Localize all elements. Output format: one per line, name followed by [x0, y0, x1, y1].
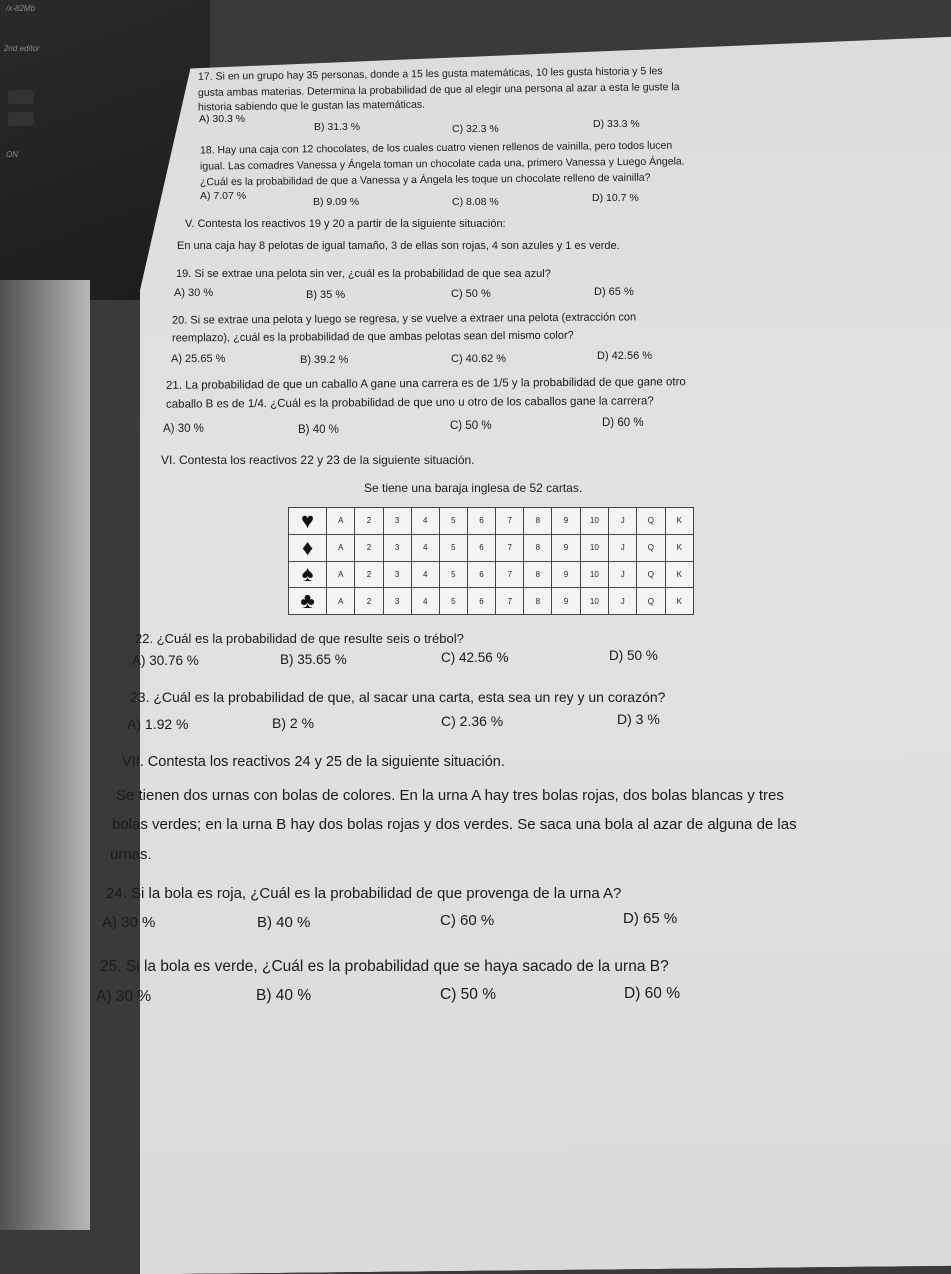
q23-line1: 23. ¿Cuál es la probabilidad de que, al sacar una carta, esta sea un rey y un corazón?	[130, 689, 666, 705]
deck-card-cell: 5	[439, 561, 467, 588]
q18-line3: ¿Cuál es la probabilidad de que a Vanessa y a Ángela les toque un chocolate relleno de vainilla?	[199, 171, 651, 189]
deck-card-cell: J	[609, 561, 637, 588]
deck-row-club	[289, 588, 694, 615]
deck-card-cell: 3	[383, 561, 411, 588]
deck-card-cell: A	[327, 508, 355, 535]
deck-card-cell: 5	[439, 534, 467, 561]
q25-option-b: B) 40 %	[256, 987, 312, 1004]
deck-card-cell: 8	[524, 534, 552, 561]
deck-card-cell: Q	[637, 561, 665, 588]
deck-card-cell: K	[665, 588, 693, 615]
q25-option-a: A) 30 %	[96, 988, 152, 1005]
calculator-key	[8, 112, 34, 126]
deck-card-cell: 9	[552, 588, 580, 615]
section6-heading: VI. Contesta los reactivos 22 y 23 de la siguiente situación.	[161, 453, 475, 467]
deck-card-cell: 7	[496, 561, 524, 588]
deck-card-cell: 6	[467, 534, 495, 561]
q17-line2: gusta ambas materias. Determina la probabilidad de que al elegir una persona al azar a esta le guste la	[197, 81, 680, 99]
deck-card-cell: 4	[411, 534, 439, 561]
deck-card-cell: 9	[552, 508, 580, 535]
deck-card-cell: 5	[439, 588, 467, 615]
deck-card-cell: J	[609, 588, 637, 615]
q18-option-c: C) 8.08 %	[452, 196, 499, 208]
calculator-model-label: /x-82Mb	[6, 4, 35, 13]
section5-heading: V. Contesta los reactivos 19 y 20 a partir de la siguiente situación:	[185, 218, 506, 230]
deck-card-cell: 4	[411, 588, 439, 615]
deck-card-cell: K	[665, 508, 693, 535]
q24-line1: 24. Si la bola es roja, ¿Cuál es la probabilidad de que provenga de la urna A?	[106, 885, 622, 902]
deck-row-diamond	[289, 534, 694, 561]
deck-card-cell: 4	[411, 508, 439, 535]
deck-row-heart	[289, 508, 694, 535]
deck-card-cell: K	[665, 561, 693, 588]
deck-card-cell: 7	[496, 534, 524, 561]
deck-card-cell: 10	[580, 508, 609, 535]
q22-option-c: C) 42.56 %	[441, 650, 509, 665]
q24-option-c: C) 60 %	[440, 912, 495, 929]
q20-option-b: B) 39.2 %	[300, 354, 349, 366]
deck-row-spade	[289, 561, 694, 588]
deck-card-cell: J	[609, 534, 637, 561]
q25-option-d: D) 60 %	[624, 985, 680, 1002]
q21-option-a: A) 30 %	[163, 423, 204, 435]
deck-card-cell: A	[327, 534, 355, 561]
section7-heading: VII. Contesta los reactivos 24 y 25 de la siguiente situación.	[122, 754, 505, 770]
q18-option-b: B) 9.09 %	[313, 196, 360, 208]
deck-card-cell: 8	[524, 508, 552, 535]
deck-card-cell: 5	[439, 508, 467, 535]
deck-card-cell: 10	[580, 588, 609, 615]
calculator-key	[8, 90, 34, 104]
deck-card-cell: K	[665, 534, 693, 561]
deck-card-cell: A	[327, 588, 355, 615]
deck-card-cell: 6	[467, 561, 495, 588]
q21-line2: caballo B es de 1/4. ¿Cuál es la probabilidad de que uno u otro de los caballos gane la carrera?	[165, 395, 654, 411]
q23-option-d: D) 3 %	[617, 711, 660, 727]
q21-option-d: D) 60 %	[602, 417, 644, 429]
deck-card-cell: 10	[580, 561, 609, 588]
section6-situation: Se tiene una baraja inglesa de 52 cartas.	[364, 481, 583, 495]
q22-option-b: B) 35.65 %	[280, 652, 347, 667]
deck-card-cell: Q	[637, 534, 665, 561]
q23-option-c: C) 2.36 %	[441, 713, 504, 729]
q20-option-c: C) 40.62 %	[451, 353, 507, 365]
club-icon: ♣	[300, 588, 315, 614]
q22-option-d: D) 50 %	[609, 648, 658, 663]
deck-card-cell: Q	[637, 508, 665, 535]
diamond-icon: ♦	[301, 534, 314, 560]
q25-line1: 25. Si la bola es verde, ¿Cuál es la probabilidad que se haya sacado de la urna B?	[100, 958, 669, 975]
deck-card-cell: 8	[524, 561, 552, 588]
q20-option-a: A) 25.65 %	[171, 353, 226, 365]
deck-card-cell: 3	[383, 534, 411, 561]
q19-option-c: C) 50 %	[451, 288, 491, 300]
deck-card-cell: 3	[383, 588, 411, 615]
heart-icon: ♥	[301, 507, 315, 533]
q18-option-d: D) 10.7 %	[592, 192, 639, 204]
q19-line1: 19. Si se extrae una pelota sin ver, ¿cuál es la probabilidad de que sea azul?	[176, 268, 551, 280]
q21-option-c: C) 50 %	[450, 420, 492, 432]
q18-line1: 18. Hay una caja con 12 chocolates, de los cuales cuatro vienen rellenos de vainilla, pero todos lucen	[199, 139, 673, 157]
section7-situation-line1: Se tienen dos urnas con bolas de colores. En la urna A hay tres bolas rojas, dos bolas blancas y tres	[116, 787, 784, 804]
q23-option-b: B) 2 %	[272, 715, 315, 731]
q17-option-c: C) 32.3 %	[452, 123, 499, 135]
q22-line1: 22. ¿Cuál es la probabilidad de que resulte seis o trébol?	[135, 631, 464, 646]
q17-option-b: B) 31.3 %	[314, 121, 361, 133]
q20-option-d: D) 42.56 %	[597, 350, 653, 362]
q17-option-a: A) 30.3 %	[199, 113, 246, 125]
deck-card-cell: 7	[496, 588, 524, 615]
q19-option-b: B) 35 %	[306, 289, 346, 301]
q22-option-a: A) 30.76 %	[132, 653, 199, 668]
section5-situation: En una caja hay 8 pelotas de igual tamaño, 3 de ellas son rojas, 4 son azules y 1 es verde.	[177, 240, 620, 252]
q19-option-a: A) 30 %	[174, 287, 214, 299]
deck-card-cell: 9	[552, 534, 580, 561]
deck-card-cell: Q	[637, 588, 665, 615]
desk-shadow	[0, 280, 90, 1230]
deck-card-cell: J	[609, 508, 637, 535]
q20-line1: 20. Si se extrae una pelota y luego se regresa, y se vuelve a extraer una pelota (extracción con	[171, 311, 637, 327]
q24-option-a: A) 30 %	[102, 914, 156, 931]
deck-card-cell: 7	[496, 508, 524, 535]
q18-option-a: A) 7.07 %	[200, 190, 247, 202]
card-deck-table	[288, 507, 694, 615]
deck-card-cell: 3	[383, 508, 411, 535]
q25-option-c: C) 50 %	[440, 986, 496, 1003]
deck-card-cell: 4	[411, 561, 439, 588]
q18-line2: igual. Las comadres Vanessa y Ángela toman un chocolate cada una, primero Vanessa y Luego Ángela.	[199, 155, 685, 173]
q21-line1: 21. La probabilidad de que un caballo A gane una carrera es de 1/5 y la probabilidad de que gane otro	[165, 376, 686, 392]
spade-icon: ♠	[301, 561, 314, 587]
deck-card-cell: A	[327, 561, 355, 588]
calculator-mode-label: 2nd editor	[4, 44, 40, 53]
deck-card-cell: 9	[552, 561, 580, 588]
section7-situation-line3: urnas.	[110, 846, 152, 863]
calculator-on-label: ON	[6, 150, 18, 159]
deck-card-cell: 8	[524, 588, 552, 615]
q20-line2: reemplazo), ¿cuál es la probabilidad de que ambas pelotas sean del mismo color?	[171, 329, 574, 345]
q17-line3: historia sabiendo que le gustan las matemáticas.	[197, 98, 426, 114]
deck-card-cell: 2	[355, 588, 383, 615]
q24-option-b: B) 40 %	[257, 914, 311, 931]
deck-card-cell: 6	[467, 508, 495, 535]
q17-option-d: D) 33.3 %	[593, 118, 640, 130]
deck-card-cell: 2	[355, 534, 383, 561]
q21-option-b: B) 40 %	[298, 424, 339, 436]
deck-card-cell: 6	[467, 588, 495, 615]
deck-card-cell: 2	[355, 508, 383, 535]
deck-card-cell: 2	[355, 561, 383, 588]
q17-line1: 17. Si en un grupo hay 35 personas, donde a 15 les gusta matemáticas, 10 les gusta historia y 5 les	[197, 65, 663, 83]
deck-card-cell: 10	[580, 534, 609, 561]
q23-option-a: A) 1.92 %	[127, 716, 189, 732]
q19-option-d: D) 65 %	[594, 286, 634, 298]
q24-option-d: D) 65 %	[623, 910, 678, 927]
section7-situation-line2: bolas verdes; en la urna B hay dos bolas rojas y dos verdes. Se saca una bola al azar de alguna de las	[112, 816, 797, 833]
